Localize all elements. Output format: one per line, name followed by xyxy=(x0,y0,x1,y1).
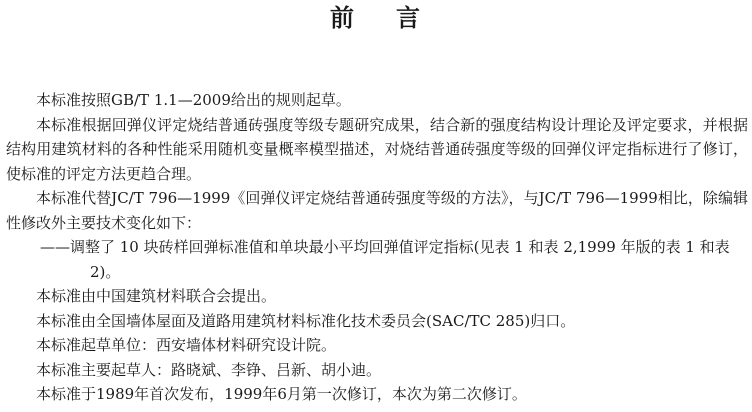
list-item-change: ——调整了 10 块砖样回弹标准值和单块最小平均回弹值评定指标(见表 1 和表 2,1999 年版的表 1 和表 2)。 xyxy=(40,238,730,281)
paragraph-drafting-rules: 本标准按照GB/T 1.1—2009给出的规则起草。 xyxy=(36,91,351,109)
page-title xyxy=(0,2,752,34)
paragraph-history: 本标准于1989年首次发布，1999年6月第一次修订，本次为第二次修订。 xyxy=(36,385,527,403)
paragraph-replacement: 本标准代替JC/T 796—1999《回弹仪评定烧结普通砖强度等级的方法》，与JC/T 796—1999相比，除编辑性修改外主要技术变化如下： xyxy=(6,189,748,232)
paragraph-committee: 本标准由全国墙体屋面及道路用建筑材料标准化技术委员会(SAC/TC 285)归口。 xyxy=(36,311,576,330)
paragraph-drafting-unit: 本标准起草单位：西安墙体材料研究设计院。 xyxy=(36,336,337,354)
foreword-body xyxy=(0,88,748,407)
paragraph-revision-basis: 本标准根据回弹仪评定烧结普通砖强度等级专题研究成果，结合新的强度结构设计理论及评定要求，并根据结构用建筑材料的各种性能采用随机变量概率模型描述，对烧结普通砖强度等级的回弹仪评定指标进行了修订，使标准的评定方法更趋合理。 xyxy=(6,115,748,183)
title-char-2: 言 xyxy=(396,4,422,32)
title-char-1: 前 xyxy=(330,4,356,32)
paragraph-drafters: 本标准主要起草人：路晓斌、李铮、吕新、胡小迪。 xyxy=(36,360,382,379)
paragraph-proposer: 本标准由中国建筑材料联合会提出。 xyxy=(36,287,277,305)
